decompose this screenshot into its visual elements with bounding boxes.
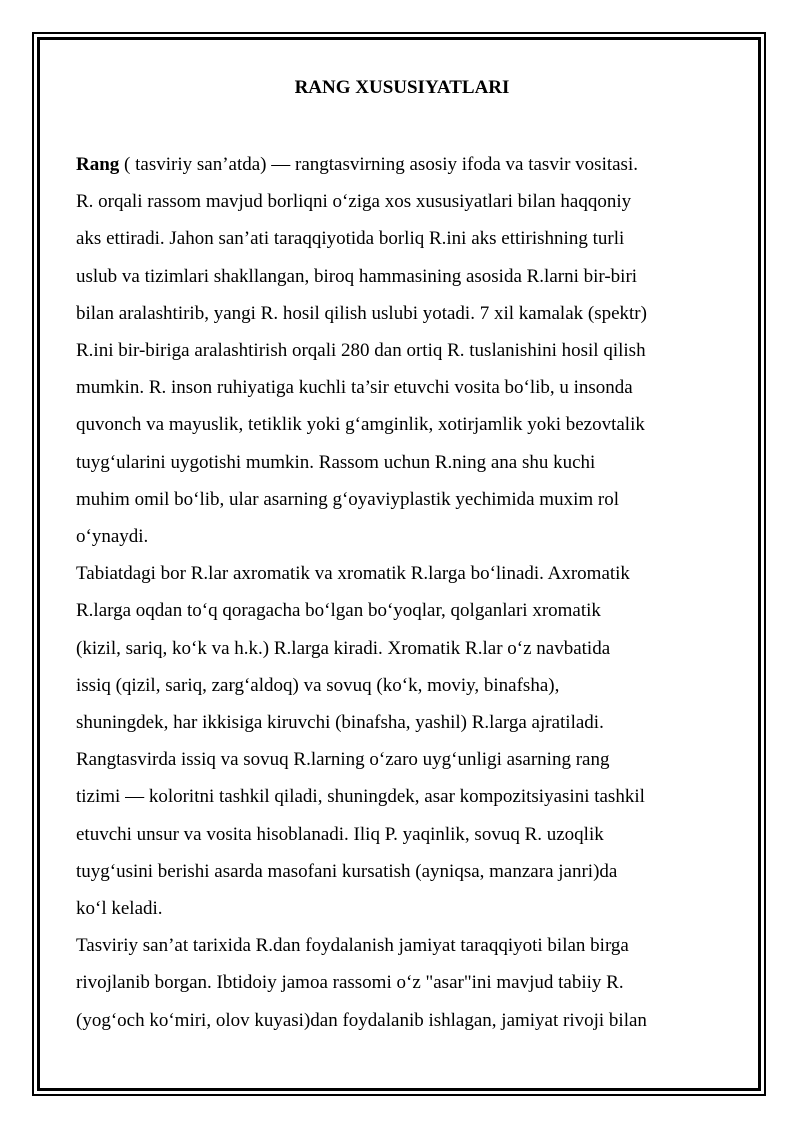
document-title: RANG XUSUSIYATLARI — [294, 77, 510, 98]
text-line: tizimi — koloritni tashkil qiladi, shuningdek, asar kompozitsiyasini tashkil — [76, 786, 645, 808]
text-line: ko‘l keladi. — [76, 898, 163, 920]
paragraph-2 — [76, 555, 728, 927]
text-line: R.larga oqdan to‘q qoragacha bo‘lgan bo‘yoqlar, qolganlari xromatik — [76, 600, 601, 622]
text-line: quvonch va mayuslik, tetiklik yoki g‘amginlik, xotirjamlik yoki bezovtalik — [76, 414, 645, 436]
text-line: (kizil, sariq, ko‘k va h.k.) R.larga kiradi. Xromatik R.lar o‘z navbatida — [76, 637, 611, 659]
text-line: Rangtasvirda issiq va sovuq R.larning o‘zaro uyg‘unligi asarning rang — [76, 749, 610, 771]
text-line: R. orqali rassom mavjud borliqni o‘ziga xos xususiyatlari bilan haqqoniy — [76, 191, 632, 213]
text-line: R.ini bir-biriga aralashtirish orqali 280 dan ortiq R. tuslanishini hosil qilish — [76, 340, 646, 362]
text-line: Tabiatdagi bor R.lar axromatik va xromatik R.larga bo‘linadi. Axromatik — [76, 563, 630, 585]
text-line: bilan aralashtirib, yangi R. hosil qilish uslubi yotadi. 7 xil kamalak (spektr) — [76, 302, 647, 324]
text-line: tuyg‘usini berishi asarda masofani kursatish (ayniqsa, manzara janri)da — [76, 860, 618, 882]
text-line: (yog‘och ko‘miri, olov kuyasi)dan foydalanib ishlagan, jamiyat rivoji bilan — [76, 1009, 647, 1031]
text-line: Tasviriy san’at tarixida R.dan foydalanish jamiyat taraqqiyoti bilan birga — [76, 935, 629, 957]
text-line: aks ettiradi. Jahon san’ati taraqqiyotida borliq R.ini aks ettirishning turli — [76, 228, 625, 250]
text-line: muhim omil bo‘lib, ular asarning g‘oyaviyplastik yechimida muxim rol — [76, 488, 619, 510]
text-line: uslub va tizimlari shakllangan, biroq hammasining asosida R.larni bir-biri — [76, 265, 638, 287]
text-line: issiq (qizil, sariq, zarg‘aldoq) va sovuq (ko‘k, moviy, binafsha), — [76, 674, 560, 696]
text-line: ( tasviriy san’atda) — rangtasvirning asosiy ifoda va tasvir vositasi. — [119, 154, 638, 175]
term-heading: Rang — [76, 154, 120, 175]
text-line: etuvchi unsur va vosita hisoblanadi. Iliq P. yaqinlik, sovuq R. uzoqlik — [76, 823, 604, 845]
paragraph-1 — [76, 146, 728, 555]
text-line: shuningdek, har ikkisiga kiruvchi (binafsha, yashil) R.larga ajratiladi. — [76, 712, 604, 734]
text-line: tuyg‘ularini uygotishi mumkin. Rassom uchun R.ning ana shu kuchi — [76, 451, 596, 473]
text-line: rivojlanib borgan. Ibtidoiy jamoa rassomi o‘z "asar"ini mavjud tabiiy R. — [76, 972, 624, 994]
document-body — [76, 146, 728, 1039]
text-line: o‘ynaydi. — [76, 526, 149, 548]
paragraph-3 — [76, 927, 728, 1039]
text-line: mumkin. R. inson ruhiyatiga kuchli ta’sir etuvchi vosita bo‘lib, u insonda — [76, 377, 633, 399]
